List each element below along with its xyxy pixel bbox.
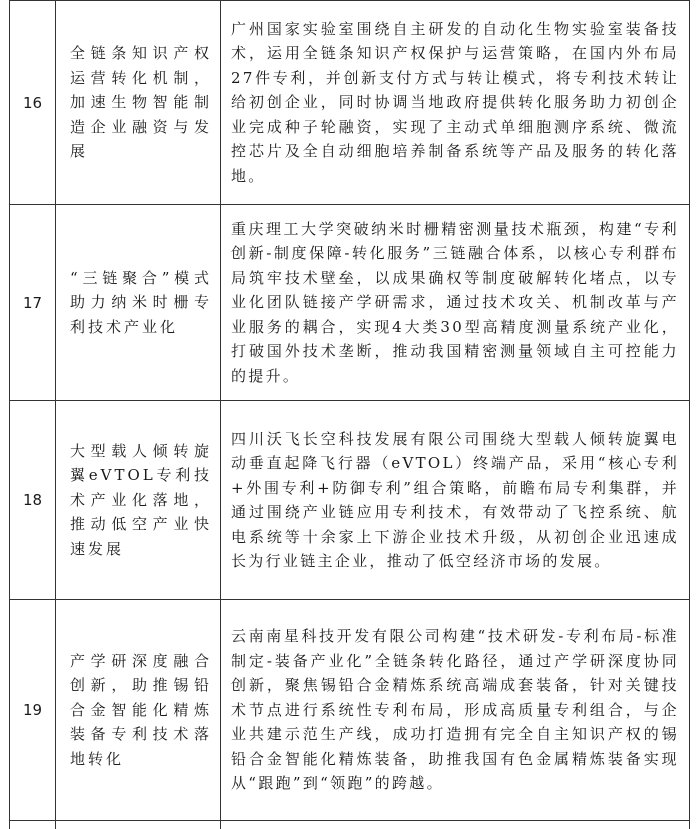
- table-row: [10, 1, 690, 205]
- table-row: [10, 600, 690, 821]
- case-description: 四川沃飞长空科技发展有限公司围绕大型载人倾转旋翼电动垂直起降飞行器（eVTOL）终端产品，采用“核心专利+外围专利+防御专利”组合策略，前瞻布局专利集群，并通过围绕产业链应用专利技术，有效带动了飞控系统、航电系统等十余家上下游企业技术升级，从初创企业迅速成长为行业链主企业，推动了低空经济市场的发展。: [221, 401, 690, 600]
- case-description: 重庆理工大学突破纳米时栅精密测量技术瓶颈，构建“专利创新-制度保障-转化服务”三链融合体系，以核心专利群布局筑牢技术壁垒，以成果确权等制度破解转化堵点，以专业化团队链接产学研需求，通过技术攻关、机制改革与产业服务的耦合，实现4大类30型高精度测量系统产业化，打破国外技术垄断，推动我国精密测量领域自主可控能力的提升。: [221, 205, 690, 401]
- table-row: [10, 401, 690, 600]
- case-table: [9, 0, 690, 829]
- case-description: 广州国家实验室围绕自主研发的自动化生物实验室装备技术，运用全链条知识产权保护与运营策略，在国内外布局27件专利，并创新支付方式与转让模式，将专利技术转让给初创企业，同时协调当地政府提供转化服务助力初创企业完成种子轮融资，实现了主动式单细胞测序系统、微流控芯片及全自动细胞培养制备系统等产品及服务的转化落地。: [221, 1, 690, 205]
- case-title: 大型载人倾转旋翼eVTOL专利技术产业化落地，推动低空产业快速发展: [56, 401, 221, 600]
- table-row: [10, 205, 690, 401]
- row-number: 17: [10, 205, 56, 401]
- row-number: 18: [10, 401, 56, 600]
- case-title: “三链聚合”模式助力纳米时栅专利技术产业化: [56, 205, 221, 401]
- case-description: 云南南星科技开发有限公司构建“技术研发-专利布局-标准制定-装备产业化”全链条转化路径，通过产学研深度协同创新，聚焦锡铅合金精炼系统高端成套装备，针对关键技术节点进行系统性专利布局，形成高质量专利组合，与企业共建示范生产线，成功打造拥有完全自主知识产权的锡铅合金智能化精炼装备，助推我国有色金属精炼装备实现从“跟跑”到“领跑”的跨越。: [221, 600, 690, 821]
- case-title: 全链条知识产权运营转化机制，加速生物智能制造企业融资与发展: [56, 1, 221, 205]
- row-number: 16: [10, 1, 56, 205]
- case-title: 产学研深度融合创新，助推锡铅合金智能化精炼装备专利技术落地转化: [56, 600, 221, 821]
- row-number: 19: [10, 600, 56, 821]
